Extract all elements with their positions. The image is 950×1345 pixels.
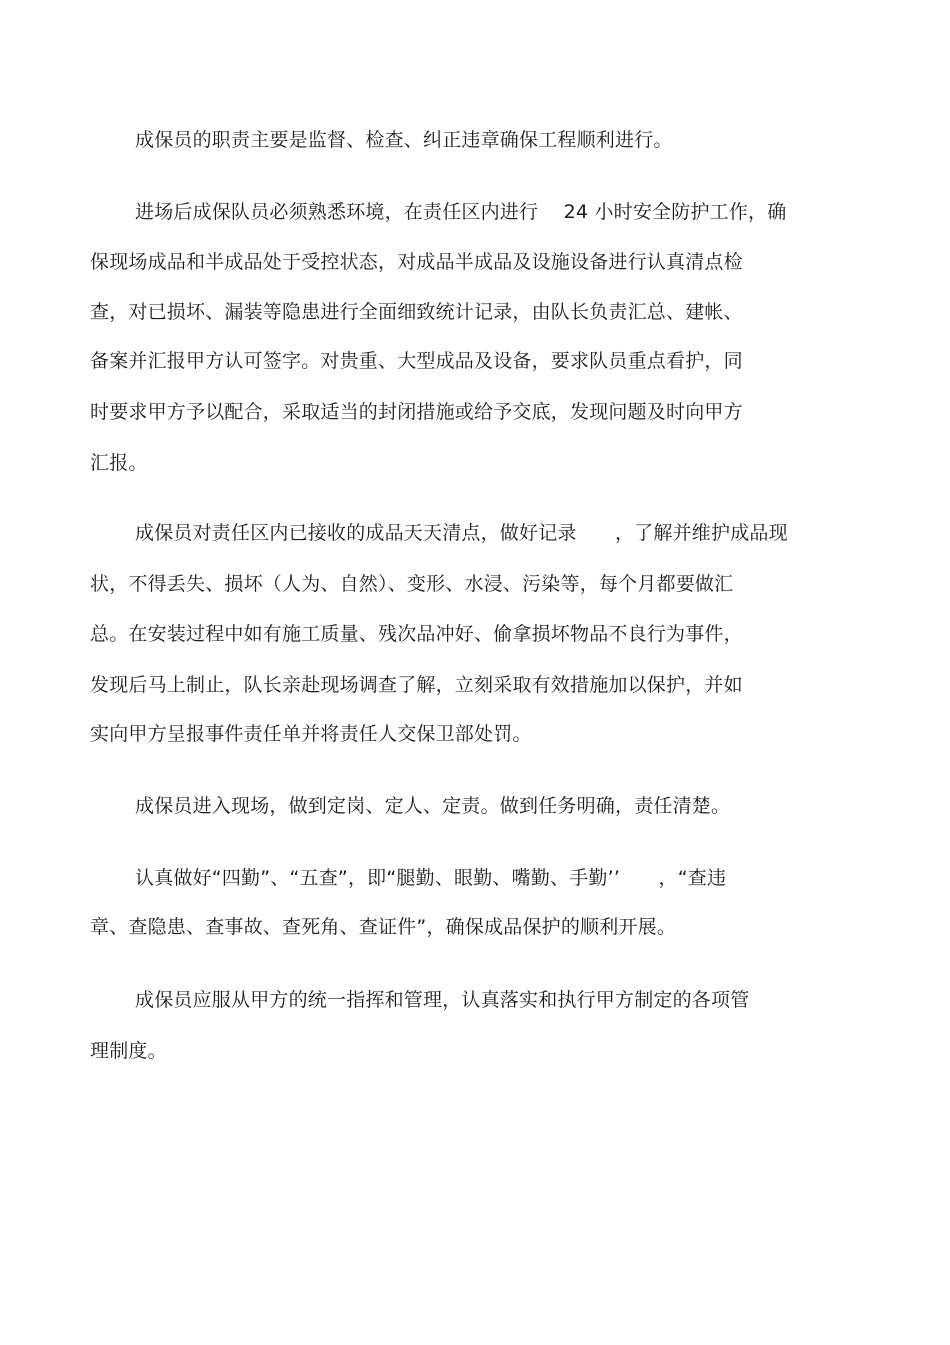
paragraph-3-line-5: 实向甲方呈报事件责任单并将责任人交保卫部处罚。 xyxy=(90,723,532,745)
paragraph-2-line-6: 汇报。 xyxy=(90,452,148,474)
paragraph-1-line-1: 成保员的职责主要是监督、检查、纠正违章确保工程顺利进行。 xyxy=(135,129,673,151)
paragraph-2-line-1: 进场后成保队员必须熟悉环境，在责任区内进行 24 小时安全防护工作，确 xyxy=(135,201,787,223)
paragraph-2-line-2: 保现场成品和半成品处于受控状态，对成品半成品及设施设备进行认真清点检 xyxy=(90,251,743,273)
paragraph-6-line-1: 成保员应服从甲方的统一指挥和管理，认真落实和执行甲方制定的各项管 xyxy=(135,989,750,1011)
paragraph-3-line-3: 总。在安装过程中如有施工质量、残次品冲好、偷拿损坏物品不良行为事件， xyxy=(90,623,743,645)
paragraph-4-line-1: 成保员进入现场，做到定岗、定人、定责。做到任务明确，责任清楚。 xyxy=(135,795,731,817)
paragraph-5-line-2: 章、查隐患、查事故、查死角、查证件”，确保成品保护的顺利开展。 xyxy=(90,916,677,938)
paragraph-2-line-4: 备案并汇报甲方认可签字。对贵重、大型成品及设备，要求队员重点看护，同 xyxy=(90,350,743,372)
paragraph-3-line-2: 状，不得丢失、损坏（人为、自然）、变形、水浸、污染等，每个月都要做汇 xyxy=(90,573,734,595)
paragraph-3-line-1: 成保员对责任区内已接收的成品天天清点，做好记录 ，了解并维护成品现 xyxy=(135,522,788,544)
paragraph-2-line-5: 时要求甲方予以配合，采取适当的封闭措施或给予交底，发现问题及时向甲方 xyxy=(90,401,743,423)
paragraph-5-line-1: 认真做好“四勤”、“五查”，即“腿勤、眼勤、嘴勤、手勤’’ ，“查违 xyxy=(135,867,727,889)
paragraph-6-line-2: 理制度。 xyxy=(90,1040,167,1062)
paragraph-2-line-3: 查，对已损坏、漏装等隐患进行全面细致统计记录，由队长负责汇总、建帐、 xyxy=(90,301,743,323)
paragraph-3-line-4: 发现后马上制止，队长亲赴现场调查了解，立刻采取有效措施加以保护，并如 xyxy=(90,674,743,696)
